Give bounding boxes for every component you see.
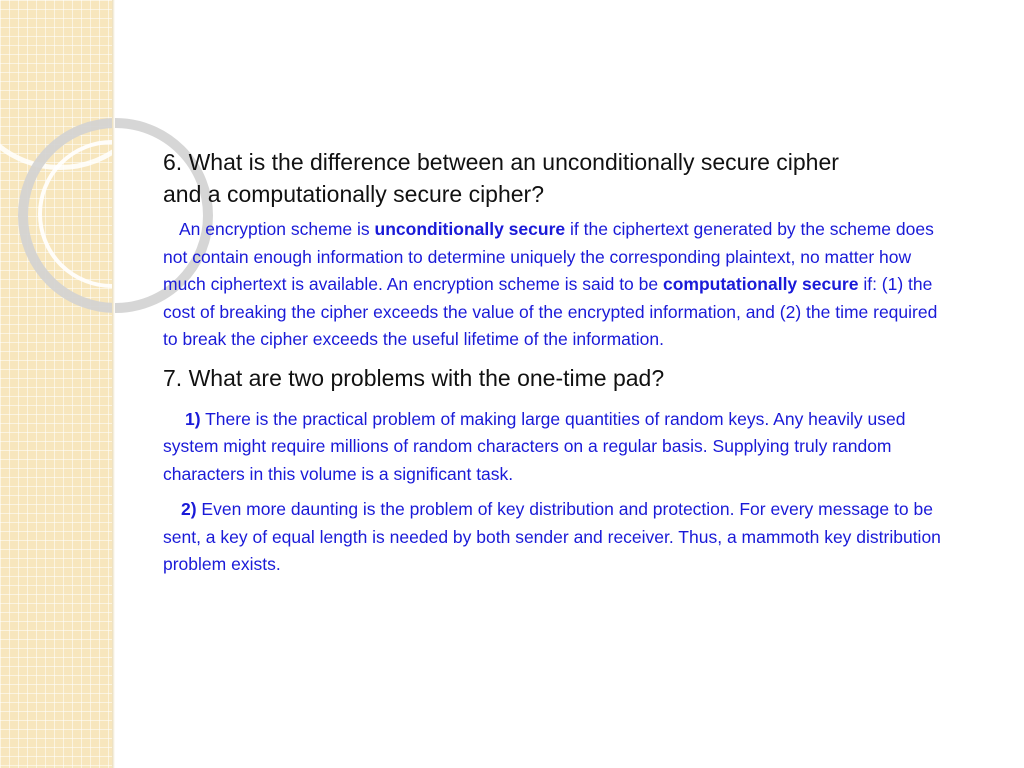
question-6-line-1: 6. What is the difference between an unconditionally secure cipher (163, 149, 839, 175)
term-unconditionally-secure: unconditionally secure (374, 219, 566, 239)
side-strip-edge (112, 0, 115, 768)
answer-6-text: if: (1) the cost of breaking the cipher exceeds the value of the encrypted information, and (2) the time required to break the cipher exceeds the useful lifetime of the information. (163, 274, 938, 349)
slide-content (163, 146, 943, 579)
question-6 (163, 146, 943, 210)
answer-6-text: An encryption scheme is (179, 219, 375, 239)
decorative-side-strip (0, 0, 113, 768)
question-7-text: 7. What are two problems with the one-time pad? (163, 364, 665, 391)
answer-7-point-2 (163, 496, 943, 579)
question-7 (163, 362, 943, 394)
answer-6 (163, 216, 943, 354)
answer-7-point-2-text: Even more daunting is the problem of key distribution and protection. For every message to be sent, a key of equal length is needed by both sender and receiver. Thus, a mammoth key distribution problem exists. (163, 499, 941, 574)
answer-7-point-1 (163, 406, 943, 489)
answer-7-point-1-text: There is the practical problem of making large quantities of random keys. Any heavily used system might require millions of random characters on a regular basis. Supplying truly random characters in this volume is a significant task. (163, 408, 906, 484)
answer-6-text: if the ciphertext generated by the scheme does not contain enough information to determine uniquely the corresponding plaintext, no matter how much ciphertext is available. An encryption scheme is said to be (163, 219, 934, 294)
answer-7-point-2-number: 2) (181, 499, 197, 519)
question-6-line-2: and a computationally secure cipher? (163, 181, 545, 207)
answer-7-point-1-number: 1) (185, 408, 201, 429)
term-computationally-secure: computationally secure (662, 274, 859, 294)
